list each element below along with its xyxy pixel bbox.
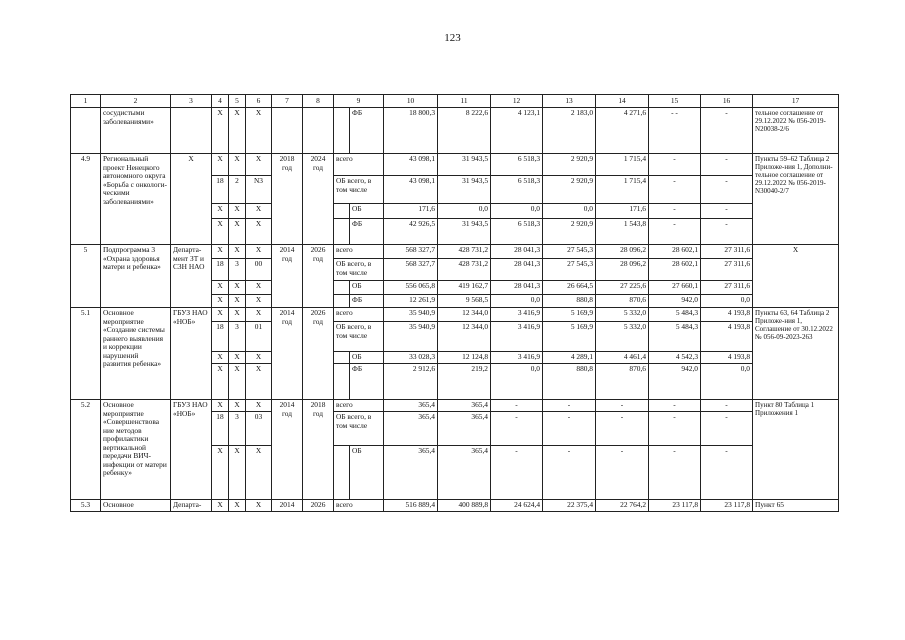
cell: 43 098,1 (384, 154, 438, 176)
header-cell: 7 (272, 95, 303, 108)
cell: ОБ всего, в том числе (334, 259, 384, 281)
cell: 31 943,5 (438, 176, 491, 204)
cell: 365,4 (438, 446, 491, 500)
cell: - (701, 219, 753, 245)
cell: - (701, 108, 753, 154)
cell-reference: Пункты 63, 64 Таблица 2 Приложе-ния 1, Соглашение от 30.12.2022 № 056-09-2023-263 (753, 308, 839, 400)
cell: всего (334, 400, 384, 412)
cell: X (229, 154, 246, 176)
cell-executor: ГБУЗ НАО «НОБ» (171, 400, 212, 500)
cell: ОБ (350, 204, 384, 219)
cell-name: Основное мероприятие «Совершенствова ние методов профилактики вертикальной передачи ВИЧ-инфекции от матери ребенку» (101, 400, 171, 500)
cell: X (246, 308, 272, 322)
cell: 5 332,0 (596, 322, 649, 352)
cell: ФБ (350, 108, 384, 154)
cell: 3 (229, 259, 246, 281)
table-row (71, 500, 839, 512)
cell: 4 193,8 (701, 352, 753, 364)
cell: 568 327,7 (384, 259, 438, 281)
cell: 4 542,3 (649, 352, 701, 364)
cell: - (701, 176, 753, 204)
cell: - - (649, 108, 701, 154)
cell: 365,4 (384, 412, 438, 446)
cell: 4 271,6 (596, 108, 649, 154)
cell-reference: тельное соглашение от 29.12.2022 № 056-2019-N20038-2/6 (753, 108, 839, 154)
cell: 4 461,4 (596, 352, 649, 364)
cell: 42 926,5 (384, 219, 438, 245)
cell: X (229, 204, 246, 219)
cell: 18 (212, 259, 229, 281)
cell-name: сосудистыми заболеваниями» (101, 108, 171, 154)
cell-executor: Департа- (171, 500, 212, 512)
cell-reference: Пункты 59–62 Таблица 2 Приложе-ния 1, Дополни-тельное соглашение от 29.12.2022 № 056-2019-N30040-2/7 (753, 154, 839, 245)
cell: 22 764,2 (596, 500, 649, 512)
cell: 27 545,3 (543, 245, 596, 259)
cell: 18 (212, 176, 229, 204)
cell: 18 (212, 322, 229, 352)
cell: X (212, 204, 229, 219)
cell: X (229, 245, 246, 259)
cell: 2 920,9 (543, 176, 596, 204)
cell: ОБ (350, 446, 384, 500)
cell-end-year: 2026 год (303, 245, 334, 308)
cell: ФБ (350, 364, 384, 400)
cell: X (246, 204, 272, 219)
cell: - (649, 400, 701, 412)
cell: ОБ всего, в том числе (334, 176, 384, 204)
cell: X (246, 364, 272, 400)
cell: 18 800,3 (384, 108, 438, 154)
cell-number: 5.1 (71, 308, 101, 400)
cell: 00 (246, 259, 272, 281)
cell-end-year: 2026 год (303, 308, 334, 400)
header-cell: 12 (491, 95, 543, 108)
cell-start-year: 2014 год (272, 308, 303, 400)
cell: 35 940,9 (384, 322, 438, 352)
cell: 4 193,8 (701, 308, 753, 322)
cell: 28 096,2 (596, 245, 649, 259)
budget-table (70, 94, 839, 512)
cell: 942,0 (649, 364, 701, 400)
cell-start-year: 2018 год (272, 154, 303, 245)
cell: X (246, 219, 272, 245)
cell: 28 096,2 (596, 259, 649, 281)
cell: 219,2 (438, 364, 491, 400)
cell: X (229, 219, 246, 245)
cell: 0,0 (491, 204, 543, 219)
cell: ФБ (350, 219, 384, 245)
cell: 27 545,3 (543, 259, 596, 281)
cell: 428 731,2 (438, 259, 491, 281)
cell: X (212, 219, 229, 245)
cell-name: Подпрограмма 3 «Охрана здоровья матери и ребенка» (101, 245, 171, 308)
cell: 2 920,9 (543, 219, 596, 245)
cell: 12 344,0 (438, 308, 491, 322)
cell: - (543, 412, 596, 446)
header-cell: 11 (438, 95, 491, 108)
cell: X (229, 352, 246, 364)
header-cell: 2 (101, 95, 171, 108)
cell: 27 311,6 (701, 281, 753, 295)
table-row (71, 154, 839, 176)
cell: ОБ (350, 281, 384, 295)
cell: 43 098,1 (384, 176, 438, 204)
cell: 33 028,3 (384, 352, 438, 364)
cell: X (229, 400, 246, 412)
cell: 26 664,5 (543, 281, 596, 295)
cell: всего (334, 308, 384, 322)
cell: N3 (246, 176, 272, 204)
cell: 556 065,8 (384, 281, 438, 295)
cell: 24 624,4 (491, 500, 543, 512)
cell: 31 943,5 (438, 219, 491, 245)
cell: 1 715,4 (596, 176, 649, 204)
cell: 568 327,7 (384, 245, 438, 259)
cell-start-year: 2014 год (272, 245, 303, 308)
cell: 2 (229, 176, 246, 204)
cell: 5 484,3 (649, 322, 701, 352)
header-cell: 13 (543, 95, 596, 108)
cell: 516 889,4 (384, 500, 438, 512)
cell: 3 (229, 412, 246, 446)
cell: X (246, 281, 272, 295)
cell: 4 289,1 (543, 352, 596, 364)
cell: ОБ (350, 352, 384, 364)
cell: 0,0 (701, 295, 753, 308)
cell: X (246, 245, 272, 259)
cell: 6 518,3 (491, 219, 543, 245)
cell-name: Основное мероприятие «Создание системы раннего выявления и коррекции нарушений развития ребенка» (101, 308, 171, 400)
table-row (71, 400, 839, 412)
cell: 5 332,0 (596, 308, 649, 322)
cell: 8 222,6 (438, 108, 491, 154)
cell: 12 344,0 (438, 322, 491, 352)
cell: 1 543,8 (596, 219, 649, 245)
cell: 35 940,9 (384, 308, 438, 322)
cell: - (596, 412, 649, 446)
cell: 5 169,9 (543, 308, 596, 322)
cell-start-year: 2014 год (272, 400, 303, 500)
cell-reference: Пункт 65 (753, 500, 839, 512)
cell: - (491, 412, 543, 446)
cell-name: Основное (101, 500, 171, 512)
cell: 9 568,5 (438, 295, 491, 308)
cell: 365,4 (384, 400, 438, 412)
table-row (71, 108, 839, 154)
cell-end-year: 2026 (303, 500, 334, 512)
cell-executor: ГБУЗ НАО «НОБ» (171, 308, 212, 400)
cell-start-year: 2014 (272, 500, 303, 512)
cell: 880,8 (543, 295, 596, 308)
header-cell: 15 (649, 95, 701, 108)
cell: X (229, 281, 246, 295)
cell: - (649, 446, 701, 500)
cell: всего (334, 500, 384, 512)
cell: 870,6 (596, 364, 649, 400)
cell: 171,6 (384, 204, 438, 219)
header-cell: 1 (71, 95, 101, 108)
cell: - (543, 400, 596, 412)
cell: X (212, 154, 229, 176)
cell: 23 117,8 (649, 500, 701, 512)
cell: X (246, 500, 272, 512)
cell: 2 920,9 (543, 154, 596, 176)
cell: 28 041,3 (491, 259, 543, 281)
cell: 3 416,9 (491, 352, 543, 364)
cell: 01 (246, 322, 272, 352)
cell: X (246, 295, 272, 308)
cell: 12 261,9 (384, 295, 438, 308)
cell: 27 311,6 (701, 259, 753, 281)
cell: 28 602,1 (649, 245, 701, 259)
cell: X (246, 108, 272, 154)
cell: 4 193,8 (701, 322, 753, 352)
cell: X (229, 500, 246, 512)
cell: всего (334, 245, 384, 259)
cell: - (701, 446, 753, 500)
cell: X (229, 295, 246, 308)
cell: X (212, 446, 229, 500)
cell: 428 731,2 (438, 245, 491, 259)
cell-executor: X (171, 154, 212, 245)
cell: 4 123,1 (491, 108, 543, 154)
cell: - (649, 219, 701, 245)
header-cell: 16 (701, 95, 753, 108)
cell: X (229, 446, 246, 500)
cell: 27 311,6 (701, 245, 753, 259)
cell: 27 660,1 (649, 281, 701, 295)
cell: 419 162,7 (438, 281, 491, 295)
cell: 6 518,3 (491, 154, 543, 176)
cell: X (212, 500, 229, 512)
cell: 3 416,9 (491, 322, 543, 352)
cell: 2 912,6 (384, 364, 438, 400)
cell: 28 041,3 (491, 245, 543, 259)
header-cell: 5 (229, 95, 246, 108)
cell-end-year: 2018 год (303, 400, 334, 500)
cell: - (701, 204, 753, 219)
header-row (71, 95, 839, 108)
cell: 365,4 (438, 400, 491, 412)
cell: X (212, 400, 229, 412)
cell: всего (334, 154, 384, 176)
cell: 6 518,3 (491, 176, 543, 204)
cell-number: 5 (71, 245, 101, 308)
cell: - (491, 446, 543, 500)
cell: - (649, 176, 701, 204)
header-cell: 14 (596, 95, 649, 108)
table-row (71, 308, 839, 322)
cell: ОБ всего, в том числе (334, 322, 384, 352)
cell: - (596, 446, 649, 500)
cell: 0,0 (491, 295, 543, 308)
header-cell: 8 (303, 95, 334, 108)
cell: - (701, 412, 753, 446)
cell-number: 5.3 (71, 500, 101, 512)
cell: ФБ (350, 295, 384, 308)
cell: 0,0 (438, 204, 491, 219)
cell: X (229, 308, 246, 322)
cell: 1 715,4 (596, 154, 649, 176)
cell: X (229, 364, 246, 400)
cell: 880,8 (543, 364, 596, 400)
cell: 400 889,8 (438, 500, 491, 512)
cell: X (246, 446, 272, 500)
header-cell: 17 (753, 95, 839, 108)
header-cell: 3 (171, 95, 212, 108)
page-number: 123 (444, 32, 461, 44)
cell: 18 (212, 412, 229, 446)
cell: - (543, 446, 596, 500)
cell: - (649, 204, 701, 219)
header-cell: 4 (212, 95, 229, 108)
cell: X (212, 108, 229, 154)
cell: X (212, 281, 229, 295)
cell: ОБ всего, в том числе (334, 412, 384, 446)
cell: - (596, 400, 649, 412)
cell: X (246, 352, 272, 364)
header-cell: 6 (246, 95, 272, 108)
cell: X (246, 154, 272, 176)
cell: - (491, 400, 543, 412)
cell: X (212, 364, 229, 400)
cell-number: 4.9 (71, 154, 101, 245)
cell: 31 943,5 (438, 154, 491, 176)
cell: 0,0 (543, 204, 596, 219)
header-cell: 9 (334, 95, 384, 108)
cell-reference: Пункт 80 Таблица 1 Приложения 1 (753, 400, 839, 500)
cell-reference: X (753, 245, 839, 308)
cell: 5 169,9 (543, 322, 596, 352)
cell: 0,0 (701, 364, 753, 400)
cell: 942,0 (649, 295, 701, 308)
cell-name: Региональный проект Ненецкого автономного округа «Борьба с онкологи-ческими заболеваниями» (101, 154, 171, 245)
cell-executor: Департа-мент ЗТ и СЗН НАО (171, 245, 212, 308)
cell-number: 5.2 (71, 400, 101, 500)
cell: - (701, 154, 753, 176)
cell: 28 041,3 (491, 281, 543, 295)
cell: 03 (246, 412, 272, 446)
cell: 3 (229, 322, 246, 352)
cell-end-year: 2024 год (303, 154, 334, 245)
header-cell: 10 (384, 95, 438, 108)
cell: 365,4 (384, 446, 438, 500)
cell: 3 416,9 (491, 308, 543, 322)
cell: 365,4 (438, 412, 491, 446)
cell: 171,6 (596, 204, 649, 219)
cell: 870,6 (596, 295, 649, 308)
cell: - (649, 412, 701, 446)
cell: X (246, 400, 272, 412)
cell: X (212, 295, 229, 308)
cell: 12 124,8 (438, 352, 491, 364)
cell: 22 375,4 (543, 500, 596, 512)
cell: 5 484,3 (649, 308, 701, 322)
cell: - (649, 154, 701, 176)
cell: 0,0 (491, 364, 543, 400)
cell: 27 225,6 (596, 281, 649, 295)
cell: 2 183,0 (543, 108, 596, 154)
cell: X (212, 352, 229, 364)
table-row (71, 245, 839, 259)
cell: X (229, 108, 246, 154)
cell: - (701, 400, 753, 412)
cell: 28 602,1 (649, 259, 701, 281)
cell: 23 117,8 (701, 500, 753, 512)
cell: X (212, 308, 229, 322)
cell: X (212, 245, 229, 259)
